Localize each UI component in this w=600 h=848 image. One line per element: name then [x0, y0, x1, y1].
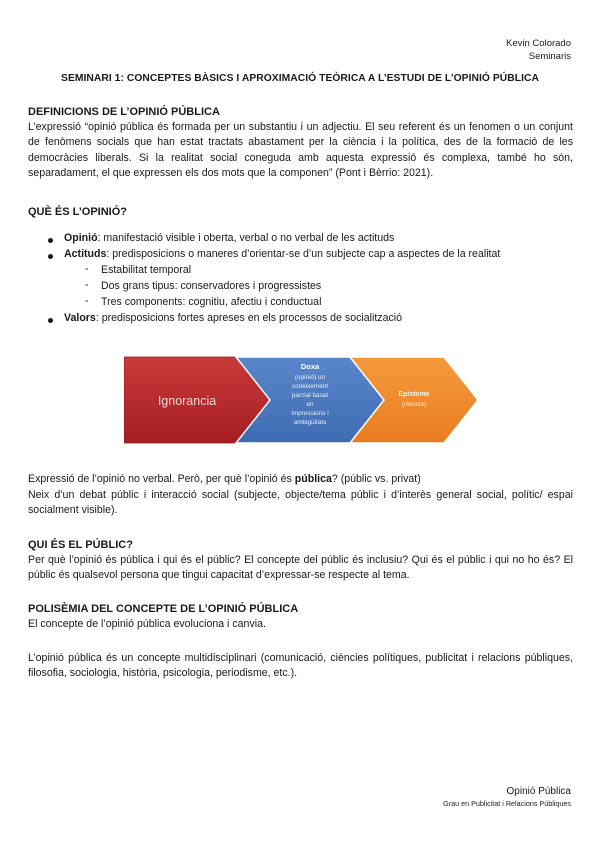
definitions-paragraph: L’expressió “opinió pública és formada per un substantiu i un adjectiu. El seu referent és un fenomen o un conjunt de fenòmens socials que han estat tractats abastament per la ciència i la política, des de la formació de les democràcies liberals. Si la realitat social coneguda amb aquesta expressió és complexa, també ho són, separadament, el que expressen els dos mots que la componen” (Pont i Bèrrio: 2021).: [28, 121, 573, 180]
bullet-dot: [48, 318, 53, 323]
bullet-actituds: [64, 247, 500, 262]
document-title: SEMINARI 1: CONCEPTES BÀSICS I APROXIMACIÓ TEÒRICA A L’ESTUDI DE L’OPINIÓ PÚBLICA: [61, 73, 539, 84]
public-paragraph: Per què l’opinió és pública i qui és el públic? El concepte del públic és inclusiu? Qui és el públic i qui no ho és? El públic és qualsevol persona que tingui capacitat d’expressar-se respecte al tema.: [28, 554, 573, 582]
doxa-line: (opinió) un: [294, 374, 326, 381]
knowledge-process-diagram: [124, 355, 480, 445]
term-actituds: Actituds: [64, 248, 107, 260]
bullet-dot: [48, 238, 53, 243]
footer-degree: Grau en Publicitat i Relacions Públiques: [443, 799, 571, 808]
text-valors: : predisposicions fortes apreses en els processos de socialització: [95, 312, 403, 324]
header-label: Seminaris: [528, 51, 571, 62]
doxa-line: impressions i: [291, 410, 329, 417]
doxa-line: parcial basat: [291, 392, 329, 399]
label-doxa: Doxa: [300, 362, 320, 371]
label-episteme: Episteme: [398, 391, 430, 398]
sub-item: Tres components: cognitiu, afectiu i conductual: [101, 296, 322, 308]
label-ciencia: (ciència): [401, 401, 427, 408]
text-actituds: : predisposicions o maneres d’orientar-se d’un subjecte cap a aspectes de la realitat: [106, 248, 501, 260]
bullet-opinio: [64, 231, 394, 246]
bullet-dot: [48, 254, 53, 259]
footer-subject: Opinió Pública: [506, 786, 571, 797]
doxa-line: ambigüitats: [293, 419, 327, 426]
dash-marker: -: [85, 295, 89, 307]
doxa-line: coneixement: [291, 383, 329, 390]
polysemy-paragraph-2: L’opinió pública és un concepte multidisciplinari (comunicació, ciències polítiques, publicitat i relacions públiques, filosofia, sociologia, història, psicologia, periodisme, etc.).: [28, 652, 573, 680]
dash-marker: -: [85, 263, 89, 275]
page-footer: [443, 785, 571, 809]
bullet-valors: [64, 311, 402, 326]
doxa-line: en: [306, 401, 314, 408]
text-opinio: : manifestació visible i oberta, verbal o no verbal de les actituds: [97, 232, 395, 244]
heading-what-is-opinion: QUÈ ÉS L’OPINIÓ?: [28, 206, 128, 218]
heading-who-is-public: QUI ÉS EL PÚBLIC?: [28, 539, 133, 551]
public-question-pre: Expressió de l’opinió no verbal. Però, per què l’opinió és: [28, 473, 295, 485]
public-debate-paragraph: Neix d’un debat públic i interacció social (subjecte, objecte/tema públic i d’interès general social, polític/ espai socialment visible).: [28, 489, 573, 517]
public-question-post: ? (públic vs. privat): [331, 473, 421, 485]
heading-definitions: DEFINICIONS DE L’OPINIÓ PÚBLICA: [28, 106, 220, 118]
dash-marker: -: [85, 279, 89, 291]
sub-item: Dos grans tipus: conservadores i progressistes: [101, 280, 322, 292]
public-question-line: [28, 472, 573, 487]
polysemy-paragraph-1: El concepte de l’opinió pública evoluciona i canvia.: [28, 618, 266, 630]
term-opinio: Opinió: [64, 232, 98, 244]
author-name: Kevin Colorado: [506, 38, 571, 49]
term-valors: Valors: [64, 312, 96, 324]
public-question-bold: pública: [294, 473, 332, 485]
label-ignorancia: Ignorancia: [157, 394, 217, 408]
page-header: [506, 37, 571, 63]
heading-polysemy: POLISÈMIA DEL CONCEPTE DE L’OPINIÓ PÚBLICA: [28, 603, 299, 615]
sub-item: Estabilitat temporal: [101, 264, 192, 276]
